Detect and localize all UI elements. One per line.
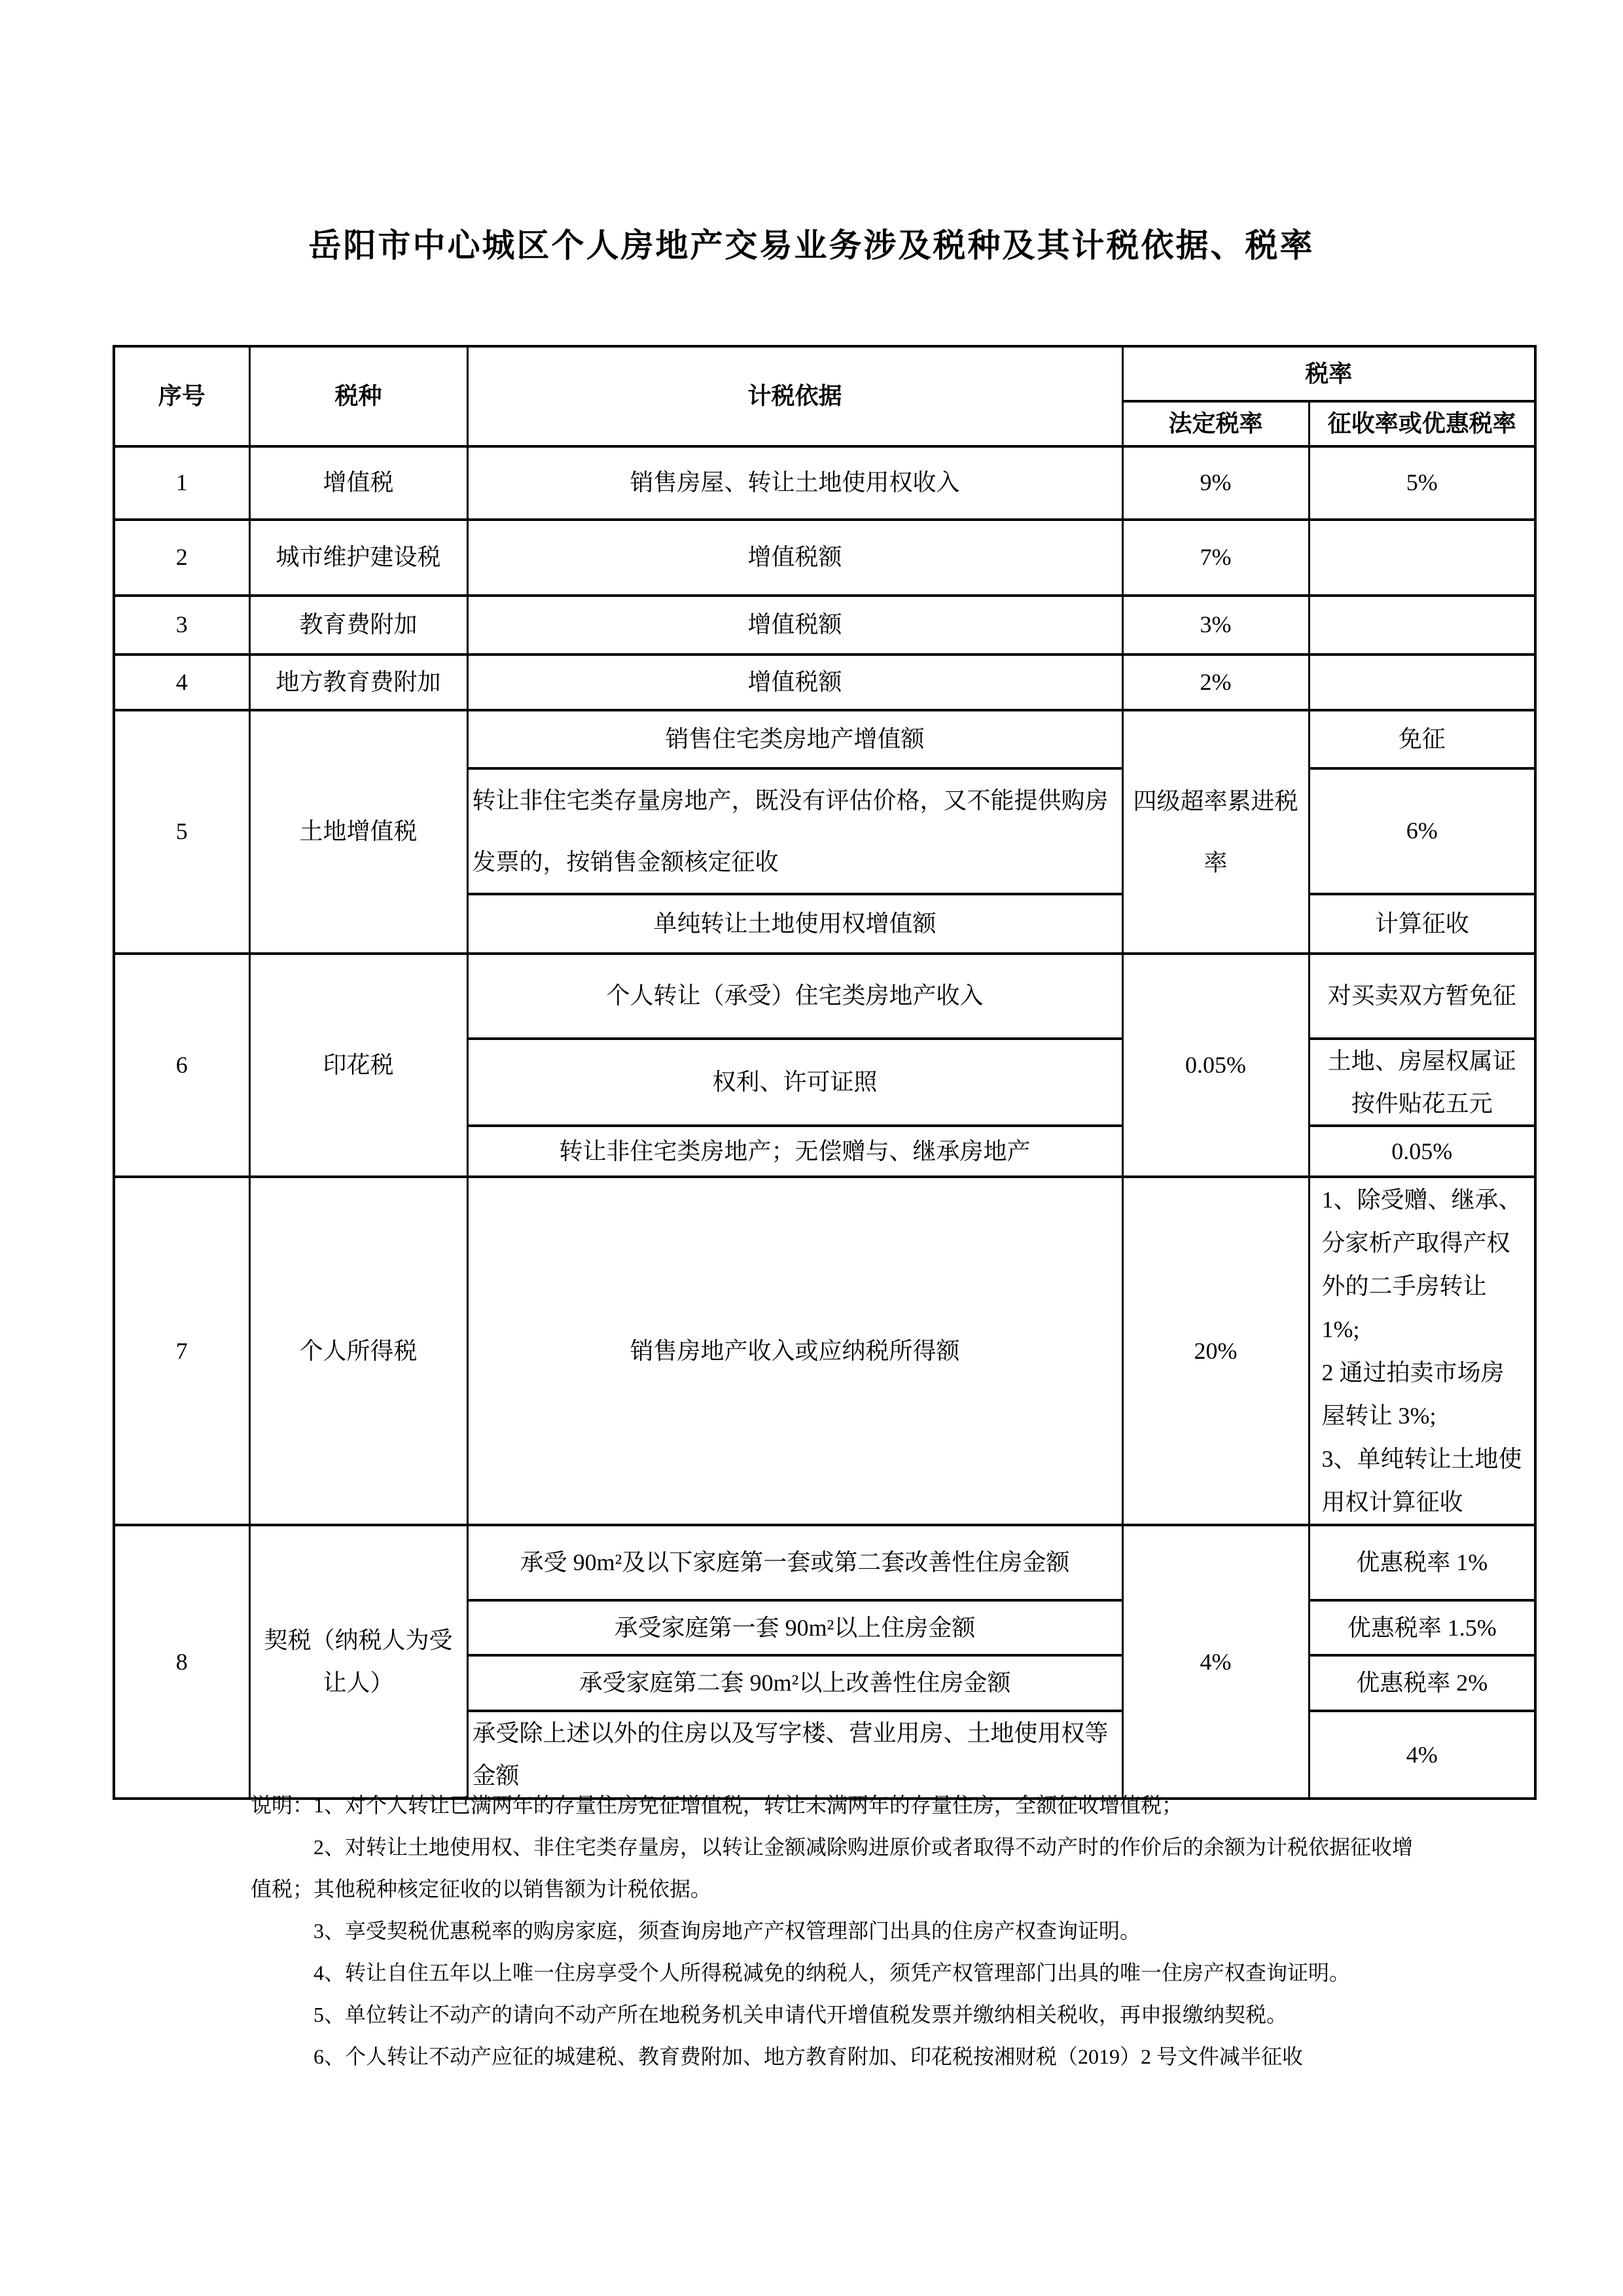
cell-statutory: 四级超率累进税率	[1122, 710, 1309, 954]
cell-basis: 销售住宅类房地产增值额	[467, 710, 1122, 768]
table-row-urban-maintenance	[114, 520, 1535, 596]
cell-no: 2	[114, 520, 249, 596]
cell-no: 4	[114, 655, 249, 710]
notes-section	[251, 1784, 1422, 2077]
cell-tax-type: 城市维护建设税	[249, 520, 467, 596]
cell-statutory: 20%	[1122, 1177, 1309, 1525]
cell-statutory: 7%	[1122, 520, 1309, 596]
cell-tax-type: 印花税	[249, 954, 467, 1177]
cell-tax-type: 个人所得税	[249, 1177, 467, 1525]
cell-levy	[1309, 520, 1535, 596]
table-row-education-surcharge	[114, 596, 1535, 655]
cell-levy: 优惠税率 2%	[1309, 1655, 1535, 1711]
levy-line-3: 3、单纯转让土地使用权计算征收	[1321, 1446, 1522, 1516]
cell-levy: 5%	[1309, 446, 1535, 520]
cell-levy	[1309, 655, 1535, 710]
header-levy-rate: 征收率或优惠税率	[1309, 401, 1535, 446]
cell-levy: 0.05%	[1309, 1126, 1535, 1177]
cell-no: 3	[114, 596, 249, 655]
levy-line-2: 2 通过拍卖市场房屋转让 3%;	[1321, 1359, 1505, 1429]
cell-statutory: 9%	[1122, 446, 1309, 520]
cell-no: 5	[114, 710, 249, 954]
cell-basis: 增值税额	[467, 520, 1122, 596]
table-row-deed-tax-1	[114, 1525, 1535, 1600]
cell-tax-type: 地方教育费附加	[249, 655, 467, 710]
cell-basis: 权利、许可证照	[467, 1039, 1122, 1126]
cell-levy	[1309, 596, 1535, 655]
note-5: 5、单位转让不动产的请向不动产所在地税务机关申请代开增值税发票并缴纳相关税收，再申报缴纳契税。	[313, 2003, 1288, 2026]
table-row-stamp-tax-1	[114, 954, 1535, 1039]
cell-statutory: 0.05%	[1122, 954, 1309, 1177]
cell-levy: 土地、房屋权属证按件贴花五元	[1309, 1039, 1535, 1126]
cell-basis: 转让非住宅类房地产；无偿赠与、继承房地产	[467, 1126, 1122, 1177]
cell-no: 1	[114, 446, 249, 520]
cell-basis: 承受家庭第一套 90m²以上住房金额	[467, 1600, 1122, 1655]
cell-statutory: 3%	[1122, 596, 1309, 655]
cell-basis: 销售房地产收入或应纳税所得额	[467, 1177, 1122, 1525]
table-row-local-education-surcharge	[114, 655, 1535, 710]
cell-levy: 免征	[1309, 710, 1535, 768]
cell-levy	[1309, 1177, 1535, 1525]
note-4: 4、转让自住五年以上唯一住房享受个人所得税减免的纳税人，须凭产权管理部门出具的唯一住房产权查询证明。	[313, 1961, 1351, 1984]
cell-basis: 承受 90m²及以下家庭第一套或第二套改善性住房金额	[467, 1525, 1122, 1600]
header-tax-basis: 计税依据	[467, 346, 1122, 446]
cell-basis: 单纯转让土地使用权增值额	[467, 894, 1122, 954]
cell-levy: 4%	[1309, 1711, 1535, 1799]
page-title: 岳阳市中心城区个人房地产交易业务涉及税种及其计税依据、税率	[308, 227, 1315, 264]
cell-tax-type: 增值税	[249, 446, 467, 520]
tax-table	[113, 345, 1537, 1800]
header-tax-rate: 税率	[1122, 346, 1535, 401]
cell-no: 8	[114, 1525, 249, 1799]
cell-basis: 承受除上述以外的住房以及写字楼、营业用房、土地使用权等金额	[467, 1711, 1122, 1799]
note-3: 3、享受契税优惠税率的购房家庭，须查询房地产产权管理部门出具的住房产权查询证明。	[313, 1919, 1141, 1943]
note-1: 说明：1、对个人转让已满两年的存量住房免征增值税，转让未满两年的存量住房，全额征收增值税；	[251, 1793, 1183, 1817]
cell-tax-type: 教育费附加	[249, 596, 467, 655]
header-tax-type: 税种	[249, 346, 467, 446]
cell-levy: 优惠税率 1.5%	[1309, 1600, 1535, 1655]
cell-no: 7	[114, 1177, 249, 1525]
cell-basis: 增值税额	[467, 596, 1122, 655]
table-row-land-vat-1	[114, 710, 1535, 768]
cell-levy: 6%	[1309, 768, 1535, 894]
cell-statutory: 2%	[1122, 655, 1309, 710]
cell-basis: 增值税额	[467, 655, 1122, 710]
levy-line-1: 1、除受赠、继承、分家析产取得产权外的二手房转让 1%;	[1321, 1187, 1522, 1343]
cell-tax-type: 土地增值税	[249, 710, 467, 954]
header-no: 序号	[114, 346, 249, 446]
cell-levy: 对买卖双方暂免征	[1309, 954, 1535, 1039]
cell-statutory: 4%	[1122, 1525, 1309, 1799]
header-statutory-rate: 法定税率	[1122, 401, 1309, 446]
cell-basis: 承受家庭第二套 90m²以上改善性住房金额	[467, 1655, 1122, 1711]
cell-levy: 计算征收	[1309, 894, 1535, 954]
note-6: 6、个人转让不动产应征的城建税、教育费附加、地方教育附加、印花税按湘财税（2019）2 号文件减半征收	[313, 2045, 1304, 2068]
table-header-row-1	[114, 346, 1535, 401]
table-row-vat	[114, 446, 1535, 520]
cell-no: 6	[114, 954, 249, 1177]
cell-levy: 优惠税率 1%	[1309, 1525, 1535, 1600]
cell-basis: 转让非住宅类存量房地产，既没有评估价格，又不能提供购房发票的，按销售金额核定征收	[467, 768, 1122, 894]
table-row-personal-income-tax	[114, 1177, 1535, 1525]
cell-tax-type: 契税（纳税人为受让人）	[249, 1525, 467, 1799]
cell-basis: 销售房屋、转让土地使用权收入	[467, 446, 1122, 520]
note-2: 2、对转让土地使用权、非住宅类存量房，以转让金额减除购进原价或者取得不动产时的作价后的余额为计税依据征收增值税；其他税种核定征收的以销售额为计税依据。	[251, 1835, 1414, 1901]
cell-basis: 个人转让（承受）住宅类房地产收入	[467, 954, 1122, 1039]
